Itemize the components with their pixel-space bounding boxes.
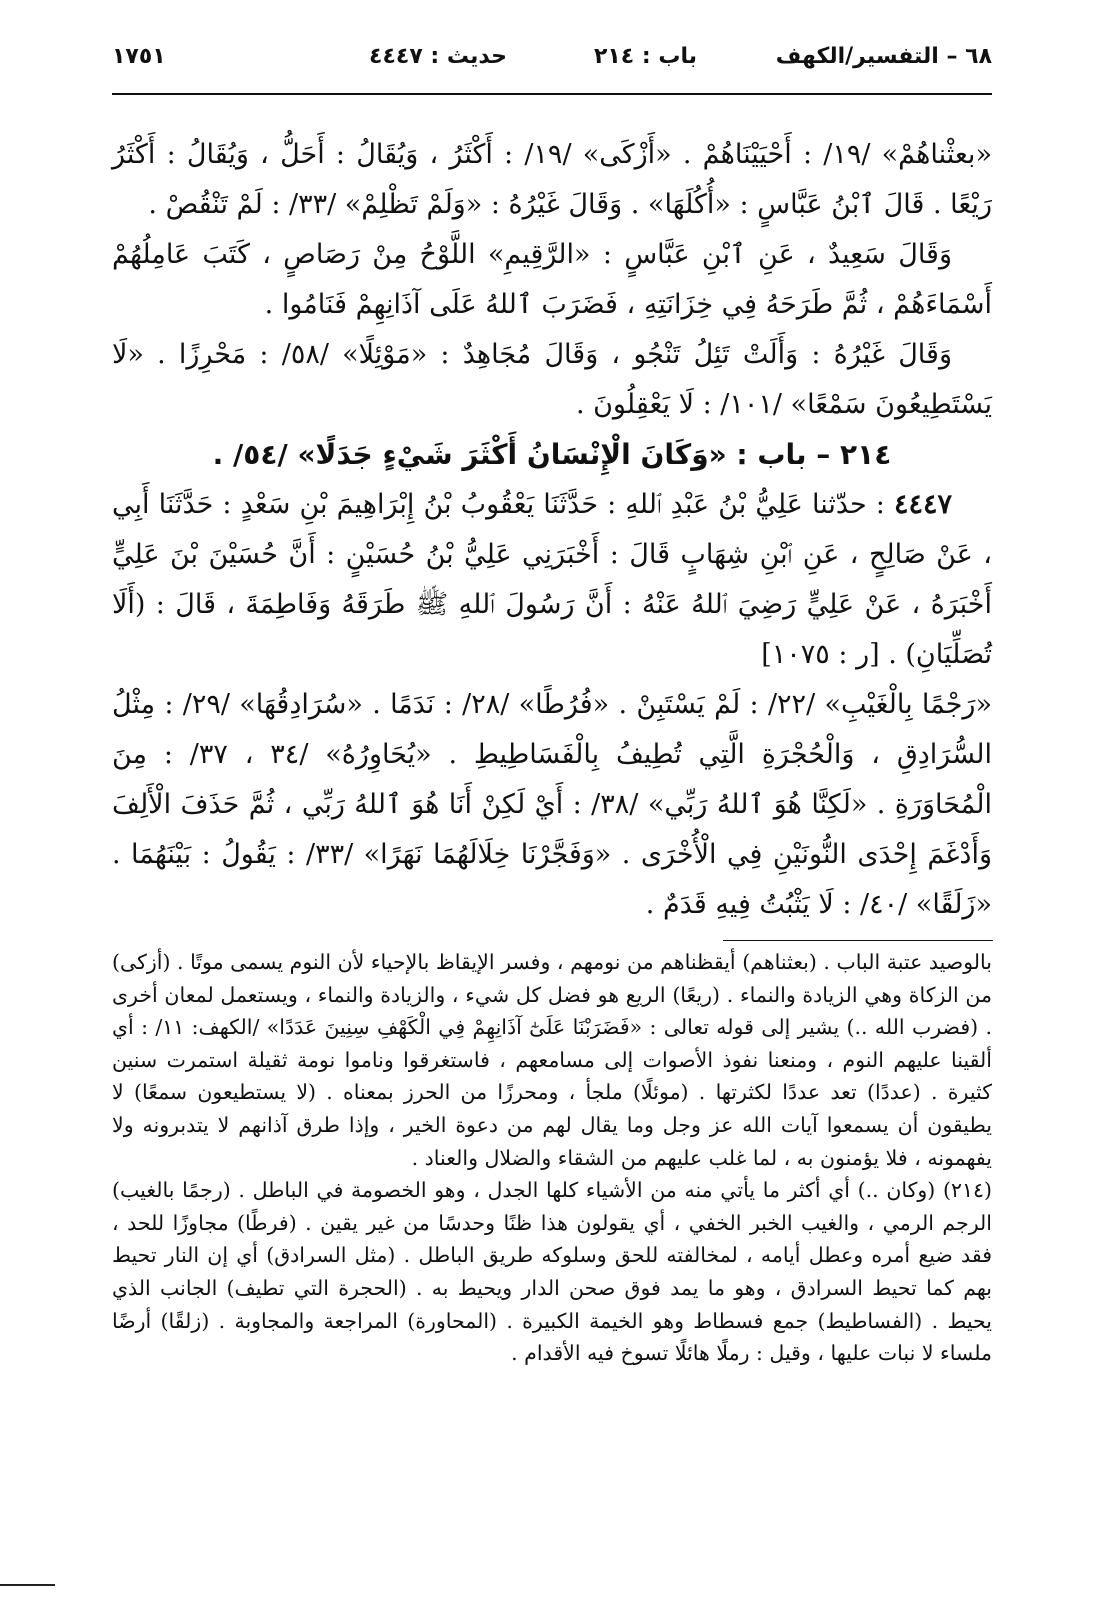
header-divider (112, 93, 992, 95)
paragraph: «رَجْمًا بِالْغَيْبِ» /٢٢/ : لَمْ يَسْتَبِنْ . «فُرُطًا» /٢٨/ : نَدَمًا . «سُرَادِقُهَا» /٢٩/ : مِثْلُ السُّرَادِقِ ، وَالْحُجْرَةِ الَّتِي تُطِيفُ بِالْفَسَاطِيطِ . «يُحَاوِرُهُ» /٣٤ ، ٣٧/ : مِنَ الْمُحَاوَرَةِ . «لَكِنَّا هُوَ ٱللهُ رَبِّي» /٣٨/ : أَيْ لَكِنْ أَنَا هُوَ ٱللهُ رَبِّي ، ثُمَّ حَذَفَ الْأَلِفَ وَأَدْغَمَ إِحْدَى النُّونَيْنِ فِي الْأُخْرَى . «وَفَجَّرْنَا خِلَالَهُمَا نَهَرًا» /٣٣/ : يَقُولُ : بَيْنَهُمَا . «زَلَقًا» /٤٠/ : لَا يَثْبُتُ فِيهِ قَدَمٌ . (112, 689, 993, 920)
hadith-paragraph (112, 480, 992, 680)
footnote-paragraph: بالوصيد عتبة الباب . (بعثناهم) أيقظناهم من نومهم ، وفسر الإيقاظ بالإحياء لأن النوم يسمى موتًا . (أزكى) من الزكاة وهي الزيادة والنماء . (ريعًا) الريع هو فضل كل شيء ، والزيادة والنماء ، ويستعمل لمعان أخرى . (فضرب الله ..) يشير إلى قوله تعالى : «فَضَرَبْنَا عَلَىٰٓ آذَانِهِمْ فِي الْكَهْفِ سِنِينَ عَدَدًا» /الكهف: ١١/ : أي ألقينا عليهم النوم ، ومنعنا نفوذ الأصوات إلى مسامعهم ، فاستغرقوا وناموا نومة ثقيلة استمرت سنين كثيرة . (عددًا) تعد عددًا لكثرتها . (موئلًا) ملجأ ، ومحرزًا من الحرز بمعناه . (لا يستطيعون سمعًا) لا يطيقون أن يسمعوا آيات الله عز وجل وما يقال لهم من دعوة الخير ، وإذا طرق آذانهم لا يتدبرونه ولا يفهمونه ، فلا يؤمنون به ، لما غلب عليهم من الشقاء والضلال والعناد . (112, 950, 992, 1170)
footnotes (112, 946, 992, 1370)
paragraph: «بعثْناهُمْ» /١٩/ : أَحْيَيْنَاهُمْ . «أَزْكَى» /١٩/ : أَكْثَرُ ، وَيُقَالُ : أَحَلُّ ، وَيُقَالُ : أَكْثَرُ رَيْعًا . قَالَ ٱبْنُ عَبَّاسٍ : «أُكُلَهَا» . وَقَالَ غَيْرُهُ : «وَلَمْ تَظْلِمْ» /٣٣/ : لَمْ تَنْقُصْ . (112, 139, 992, 220)
footnote-divider (723, 940, 993, 941)
paragraph: وَقَالَ غَيْرُهُ : وَأَلَتْ تَئِلُ تَنْجُو ، وَقَالَ مُجَاهِدٌ : «مَوْئِلًا» /٥٨/ : مَحْرِزًا . «لَا يَسْتَطِيعُونَ سَمْعًا» /١٠١/ : لَا يَعْقِلُونَ . (112, 339, 992, 420)
header-chapter: باب : ٢١٤ (593, 44, 697, 69)
hadith-number: ٤٤٤٧ (893, 489, 952, 520)
footnote-paragraph: (٢١٤) (وكان ..) أي أكثر ما يأتي منه من الأشياء كلها الجدل ، وهو الخصومة في الباطل . (رجمًا بالغيب) الرجم الرمي ، والغيب الخبر الخفي ، أي يقولون هذا ظنًا وحدسًا من غير يقين . (فرطًا) مجاوزًا للحد ، فقد ضيع أمره وعطل أيامه ، لمخالفته للحق وسلوكه طريق الباطل . (مثل السرادق) أي إن النار تحيط بهم كما تحيط السرادق ، وهو ما يمد فوق صحن الدار ويحيط به . (الحجرة التي تطيف) الجانب الذي يحيط . (الفساطيط) جمع فسطاط وهو الخيمة الكبيرة . (المحاورة) المراجعة والمجاوبة . (زلقًا) أرضًا ملساء لا نبات عليها ، وقيل : رملًا هائلًا تسوخ فيه الأقدام . (112, 1178, 992, 1366)
page-number: ١٧٥١ (112, 44, 166, 69)
running-header (112, 44, 992, 88)
chapter-title: ٢١٤ – باب : «وَكَانَ الْإِنْسَانُ أَكْثَرَ شَيْءٍ جَدَلًا» /٥٤/ . (212, 438, 892, 471)
hadith-text: : حدّثنا عَلِيُّ بْنُ عَبْدِ ٱللهِ : حَدَّثَنَا يَعْقُوبُ بْنُ إِبْرَاهِيمَ بْنِ سَعْدٍ : حَدَّثَنَا أَبِي ، عَنْ صَالِحٍ ، عَنِ ٱبْنِ شِهَابٍ قَالَ : أَخْبَرَنِي عَلِيُّ بْنُ حُسَيْنٍ : أَنَّ حُسَيْنَ بْنَ عَلِيٍّ أَخْبَرَهُ ، عَنْ عَلِيٍّ رَضِيَ ٱللهُ عَنْهُ : أَنَّ رَسُولَ ٱللهِ ﷺ طَرَقَهُ وَفَاطِمَةَ ، قَالَ : (أَلَا تُصَلِّيَانِ) . [ر : ١٠٧٥] (112, 489, 992, 670)
header-section-title: ٦٨ – التفسير/الكهف (775, 44, 992, 69)
paragraph: وَقَالَ سَعِيدٌ ، عَنِ ٱبْنِ عَبَّاسٍ : «الرَّقِيمِ» اللَّوْحُ مِنْ رَصَاصٍ ، كَتَبَ عَامِلُهُمْ أَسْمَاءَهُمْ ، ثُمَّ طَرَحَهُ فِي خِزَانَتِهِ ، فَضَرَبَ ٱللهُ عَلَى آذَانِهِمْ فَنَامُوا . (112, 239, 992, 320)
scan-edge-mark (0, 1584, 55, 1586)
header-hadith-number: حديث : ٤٤٤٧ (369, 44, 507, 69)
main-text (112, 130, 992, 930)
